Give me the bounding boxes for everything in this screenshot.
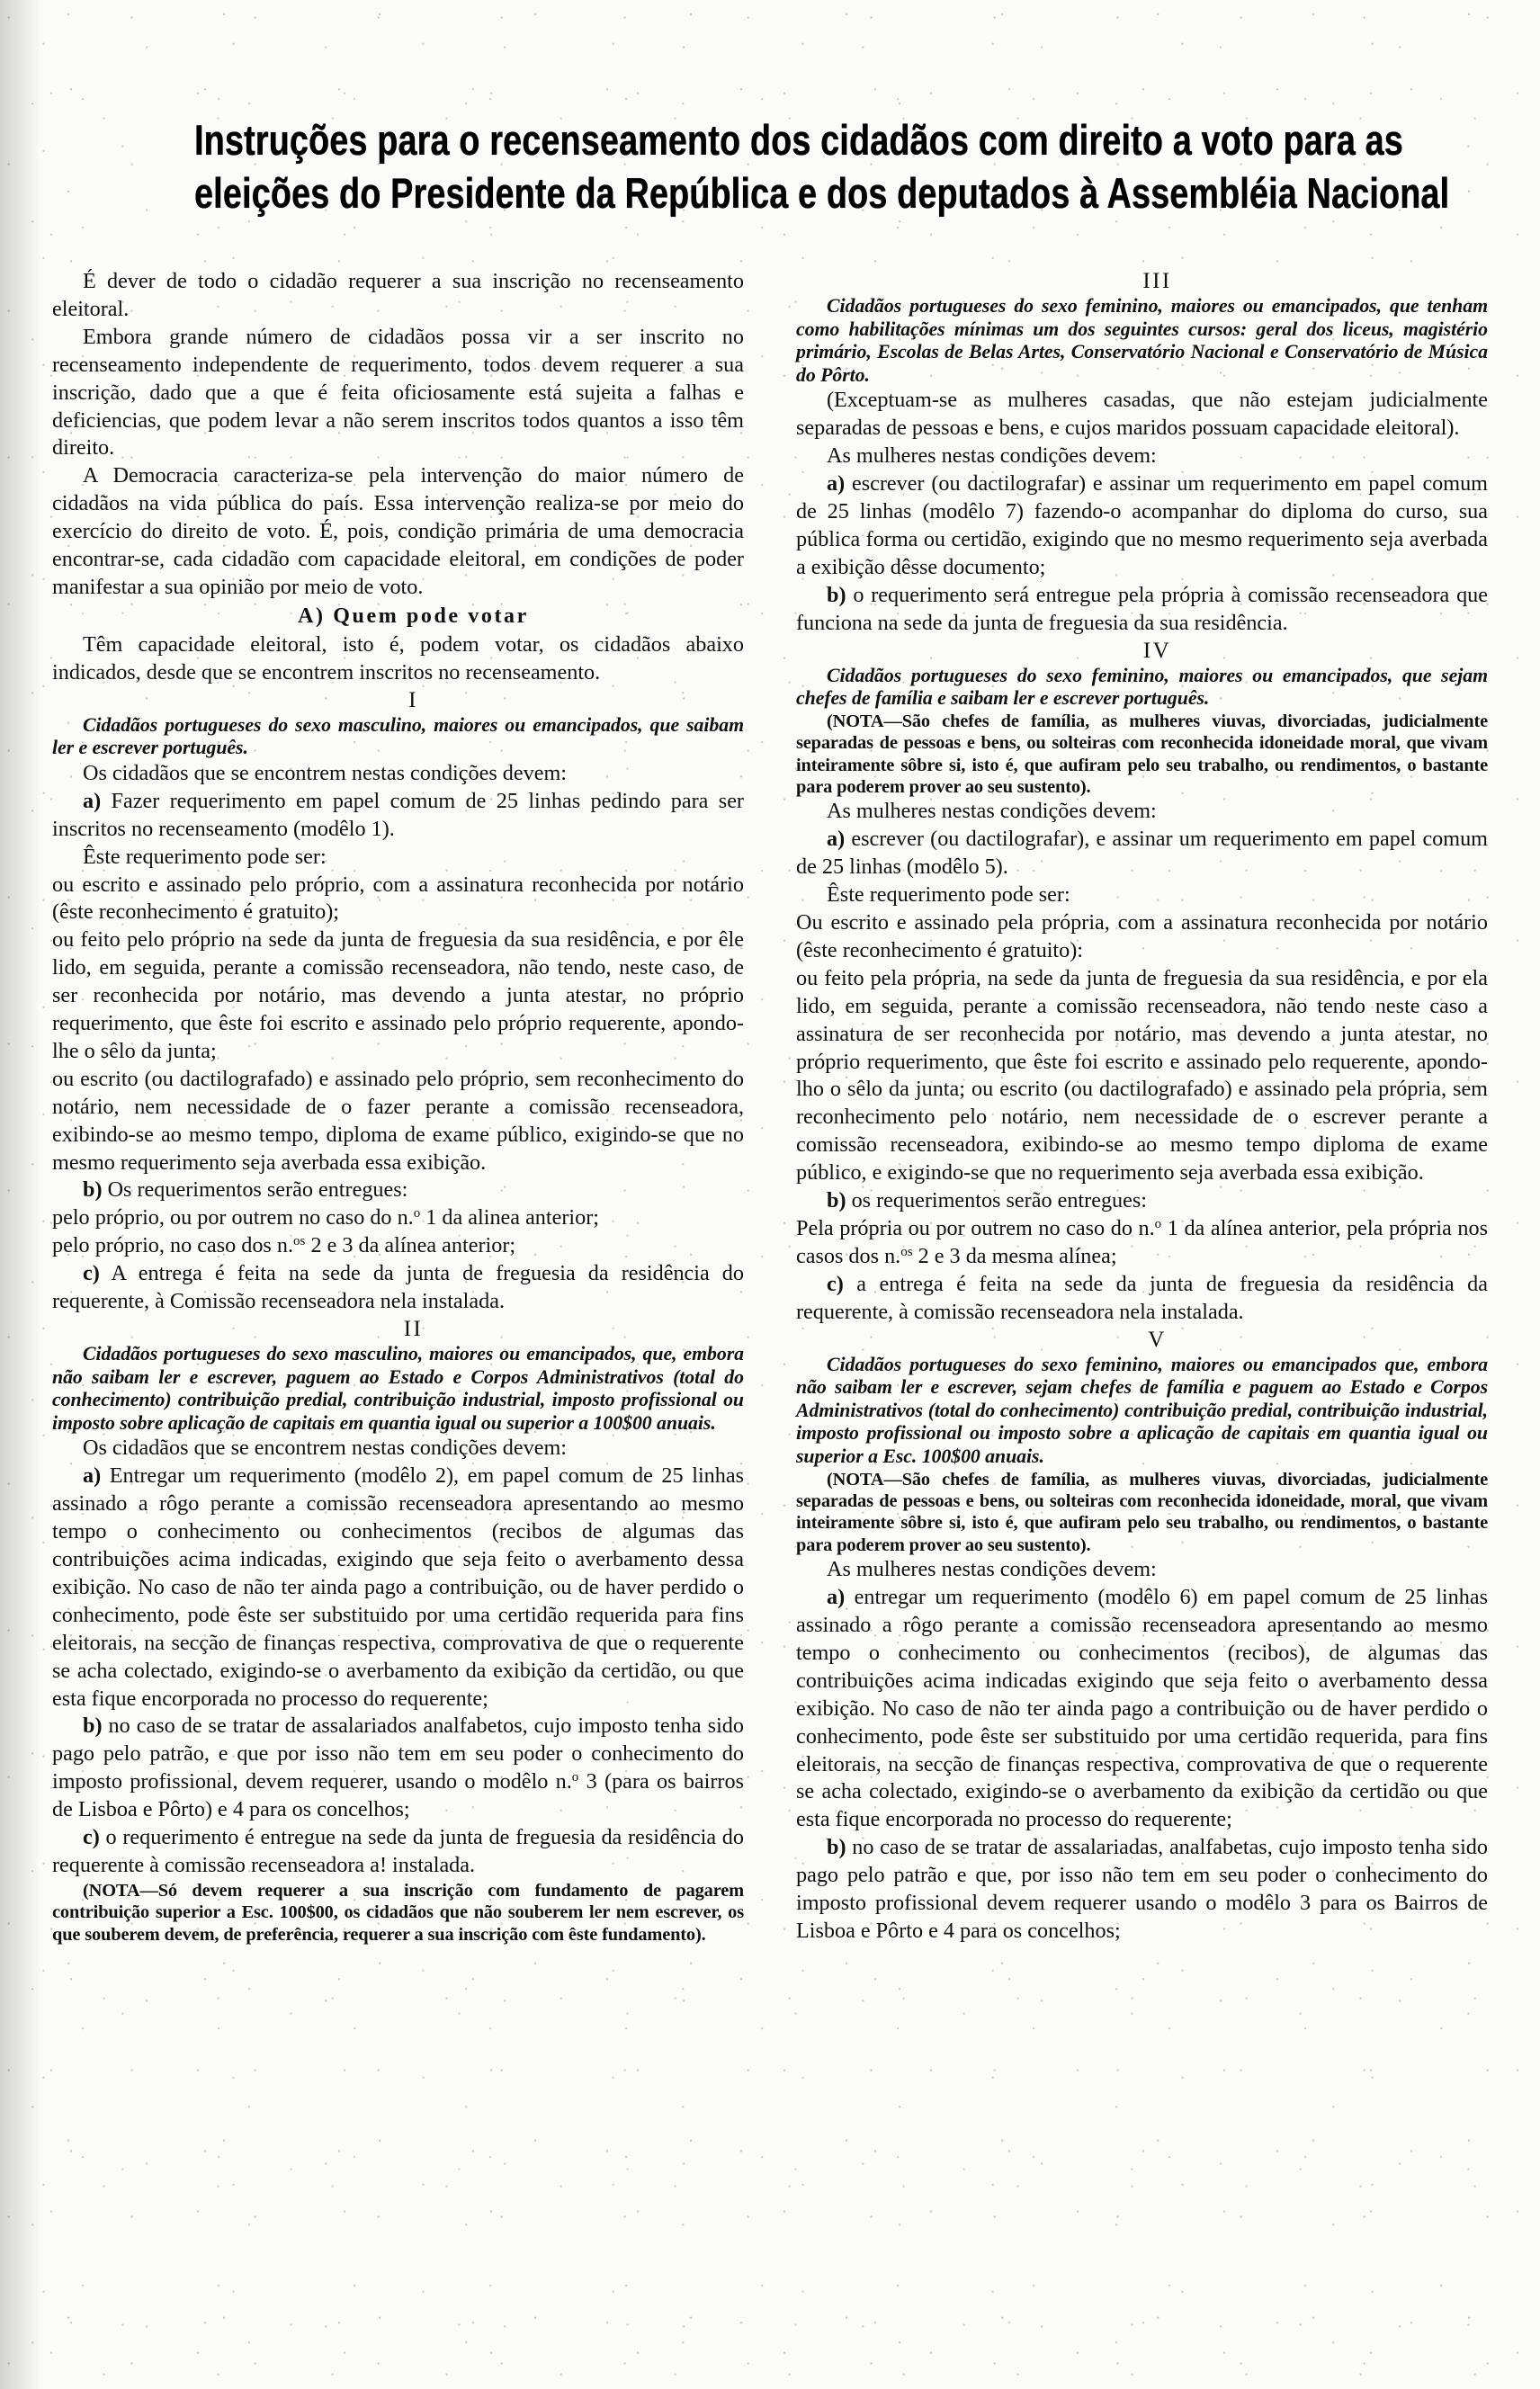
section-iv-option-1: Ou escrito e assinado pela própria, com a assinatura reconhecida por notário (êste reconhecimento é gratuito):: [796, 909, 1488, 962]
item-marker: a): [83, 1463, 102, 1489]
section-i-item-a: a) Fazer requerimento em papel comum de 25 linhas pedindo para ser inscritos no recenseamento (modêlo 1).: [52, 788, 744, 841]
item-marker: a): [827, 827, 846, 852]
item-marker: b): [83, 1713, 103, 1739]
section-i-item-b-sub-2: pelo próprio, no caso dos n.$^{os}$ 2 e 3 da alínea anterior;: [52, 1233, 516, 1258]
nota-marker: (NOTA—: [83, 1880, 158, 1901]
item-marker: c): [83, 1825, 100, 1850]
section-ii-lead-in: Os cidadãos que se encontrem nestas condições devem:: [83, 1436, 567, 1461]
section-iv-item-b: b) os requerimentos serão entregues:: [827, 1188, 1147, 1213]
item-marker: a): [83, 788, 102, 813]
section-iv-item-a: a) escrever (ou dactilografar), e assinar um requerimento em papel comum de 25 linhas (modêlo 5).: [796, 827, 1488, 880]
nota-marker: (NOTA—: [827, 1469, 902, 1490]
section-iv-option-2: ou feito pela própria, na sede da junta de freguesia da sua residência, e por ela lido, em seguida, perante a comissão recenseadora, não tendo neste caso a assinatura de ser reconhecida por notário, mas devendo a junta atestar, no próprio requerimento, que êste foi escrito e assinado pelo requerente, apondo-lho o sêlo da junta; ou escrito (ou dactilografado) e assinado pela própria, sem reconhecimento pelo notário, nem necessidade de o escrever perante a comissão recenseadora, exibindo-se ao mesmo tempo diploma de exame público, e exigindo-se que no requerimento seja averbada essa exibição.: [796, 965, 1488, 1186]
section-iv-request-lead: Êste requerimento pode ser:: [827, 882, 1070, 908]
section-i-option-2: ou feito pelo próprio na sede da junta de freguesia da sua residência, e por êle lido, em seguida, perante a comissão recenseadora, não tendo, neste caso, de ser reconhecida por notário, mas devendo a junta atestar, no próprio requerimento, que êste foi escrito e assinado pelo próprio requerente, apondo-lhe o sêlo da junta;: [52, 927, 744, 1063]
roman-numeral-i: I: [408, 687, 418, 712]
section-i-lead-in: Os cidadãos que se encontrem nestas condições devem:: [83, 760, 567, 785]
section-iv-italic-definition: Cidadãos portugueses do sexo feminino, maiores ou emancipados, que sejam chefes de família e saibam ler e escrever português.: [796, 664, 1488, 710]
section-ii-item-b: b) no caso de se tratar de assalariados analfabetos, cujo imposto tenha sido pago pelo patrão, e que por isso não tem em seu poder o conhecimento do imposto profissional, devem requerer, usando o modêlo n.$^o$ 3 (para os bairros de Lisboa e Pôrto) e 4 para os concelhos;: [52, 1713, 744, 1822]
right-column: [796, 268, 1488, 1946]
item-marker: b): [827, 582, 846, 607]
section-v-italic-definition: Cidadãos portugueses do sexo feminino, maiores ou emancipados que, embora não saibam ler e escrever, sejam chefes de família e paguem ao Estado e Corpos Administrativos (total do conhecimento) contribuição predial, contribuição industrial, imposto profissional ou imposto sobre a aplicação de capitais em quantia igual ou superior a Esc. 100$00 anuais.: [796, 1353, 1488, 1467]
nota-marker: (NOTA—: [827, 711, 902, 731]
section-iv-nota: (NOTA—São chefes de família, as mulheres viuvas, divorciadas, judicialmente separadas de pessoas e bens, ou solteiras com reconhecida idoneidade moral, que vivam inteiramente sôbre si, isto é, que aufiram pelo seu trabalho, ou rendimentos, o bastante para poderem prover ao seu sustento).: [796, 711, 1488, 797]
section-ii-nota: (NOTA—Só devem requerer a sua inscrição com fundamento de pagarem contribuição superior a Esc. 100$00, os cidadãos que não souberem ler nem escrever, os que souberem devem, de preferência, requerer a sua inscrição com êste fundamento).: [52, 1880, 744, 1945]
section-v-nota: (NOTA—São chefes de família, as mulheres viuvas, divorciadas, judicialmente separadas de pessoas e bens, ou solteiras com reconhecida idoneidade, moral, que vivam inteiramente sôbre si, isto é, que aufiram pelo seu trabalho, ou rendimentos, o bastante para poderem prover ao seu sustento).: [796, 1469, 1488, 1555]
section-v-item-b: b) no caso de se tratar de assalariadas, analfabetas, cujo imposto tenha sido pago pelo patrão e que, por isso não tem em seu poder o conhecimento do imposto profissional devem requerer usando o modêlo 3 para os Bairros de Lisboa e Pôrto e 4 para os concelhos;: [796, 1835, 1488, 1943]
item-marker: a): [827, 471, 846, 497]
page-title: [49, 113, 1498, 219]
section-iii-italic-definition: Cidadãos portugueses do sexo feminino, maiores ou emancipados, que tenham como habilitações mínimas um dos seguintes cursos: geral dos liceus, magistério primário, Escolas de Belas Artes, Conservatório Nacional e Conservatório de Música do Pôrto.: [796, 295, 1488, 386]
section-i-option-3: ou escrito (ou dactilografado) e assinado pelo próprio, sem reconhecimento do notário, nem necessidade de o fazer perante a comissão recenseadora, exibindo-se ao mesmo tempo, diploma de exame público, exigindo-se que no mesmo requerimento seja averbada essa exibição.: [52, 1066, 744, 1175]
intro-paragraph-3: A Democracia caracteriza-se pela intervenção do maior número de cidadãos na vida pública do país. Essa intervenção realiza-se por meio do exercício do direito de voto. É, pois, condição primária de uma democracia encontrar-se, cada cidadão com capacidade eleitoral, em condições de poder manifestar a sua opinião por meio de voto.: [52, 463, 744, 599]
item-marker: c): [827, 1271, 844, 1296]
section-iv-item-c: c) a entrega é feita na sede da junta de freguesia da residência da requerente, à comissão recenseadora nela instalada.: [796, 1271, 1488, 1324]
page-title-line-2: eleições do Presidente da República e dos deputados à Assembléia Nacional: [194, 169, 1450, 217]
section-ii-item-a: a) Entregar um requerimento (modêlo 2), em papel comum de 25 linhas assinado a rôgo perante a comissão recenseadora apresentando ao mesmo tempo o conhecimento ou conhecimentos (recibos de algumas das contribuições acima indicadas, exigindo que seja feito o averbamento dessa exibição. No caso de não ter ainda pago a contribuição, ou de haver perdido o conhecimento, pode êste ser substituido por uma certidão requerida para fins eleitorais, na secção de finanças respectiva, comprovativa de que o requerente se acha colectado, exigindo-se o averbamento da exibição da certidão, ou que esta fique encorporada no processo do requerente;: [52, 1463, 744, 1711]
section-a-paragraph: Têm capacidade eleitoral, isto é, podem votar, os cidadãos abaixo indicados, desde que se encontrem inscritos no recenseamento.: [52, 631, 744, 684]
roman-numeral-v: V: [1148, 1327, 1167, 1352]
item-marker: b): [827, 1188, 846, 1213]
intro-paragraph-1: É dever de todo o cidadão requerer a sua inscrição no recenseamento eleitoral.: [52, 269, 744, 321]
section-i-item-b-sub-1: pelo próprio, ou por outrem no caso do n.$^o$ 1 da alinea anterior;: [52, 1205, 599, 1230]
page-title-line-1: Instruções para o recenseamento dos cidadãos com direito a voto para as: [194, 116, 1403, 164]
roman-numeral-iv: IV: [1142, 638, 1172, 663]
section-a-heading: A) Quem pode votar: [298, 604, 529, 628]
section-i-request-lead: Êste requerimento pode ser:: [83, 844, 327, 869]
item-marker: c): [83, 1261, 100, 1286]
section-iii-item-a: a) escrever (ou dactilografar) e assinar um requerimento em papel comum de 25 linhas (modêlo 7) fazendo-o acompanhar do diploma do curso, sua pública forma ou certidão, exigindo que no mesmo requerimento seja averbada a exibição dêsse documento;: [796, 471, 1488, 579]
section-i-item-c: c) A entrega é feita na sede da junta de freguesia da residência do requerente, à Comissão recenseadora nela instalada.: [52, 1261, 744, 1314]
section-v-item-a: a) entregar um requerimento (modêlo 6) em papel comum de 25 linhas assinado a rôgo perante a comissão recenseadora apresentando ao mesmo tempo o conhecimento ou conhecimentos (recibos), de algumas das contribuições acima indicadas exigindo que seja feito o averbamento dessa exibição. No caso de não ter ainda pago a contribuição ou de haver perdido o conhecimento, pode êste ser substituido por uma certidão requerida, para fins eleitorais, na secção de finanças respectiva, comprovativa de que o requerente se acha colectado, exigindo-se o averbamento da exibição da certidão ou que esta fique encorporada no processo do requerente;: [796, 1585, 1488, 1832]
intro-paragraph-2: Embora grande número de cidadãos possa vir a ser inscrito no recenseamento independente de requerimento, todos devem requerer a sua inscrição, dado que a que é feita oficiosamente está sujeita a falhas e deficiencias, que podem levar a não serem inscritos todos quantos a isso têm direito.: [52, 324, 744, 461]
section-ii-item-c: c) o requerimento é entregue na sede da junta de freguesia da residência do requerente à comissão recenseadora a! instalada.: [52, 1825, 744, 1877]
section-iv-lead-in: As mulheres nestas condições devem:: [827, 799, 1157, 824]
section-iii-exception: (Exceptuam-se as mulheres casadas, que não estejam judicialmente separadas de pessoas e bens, e cujos maridos possuam capacidade eleitoral).: [796, 388, 1488, 441]
section-iv-item-b-sub-1: Pela própria ou por outrem no caso do n.$^o$ 1 da alínea anterior, pela própria nos casos dos n.$^{os}$ 2 e 3 da mesma alínea;: [796, 1215, 1488, 1268]
section-iii-item-b: b) o requerimento será entregue pela própria à comissão recenseadora que funciona na sede da junta de freguesia da sua residência.: [796, 582, 1488, 635]
section-v-lead-in: As mulheres nestas condições devem:: [827, 1557, 1157, 1582]
section-iii-lead-in: As mulheres nestas condições devem:: [827, 443, 1157, 469]
section-ii-italic-definition: Cidadãos portugueses do sexo masculino, maiores ou emancipados, que, embora não saibam ler e escrever, paguem ao Estado e Corpos Administrativos (total do conhecimento) contribuição predial, contribuição industrial, imposto profissional ou imposto sobre aplicação de capitais em quantia igual ou superior a 100$00 anuais.: [52, 1343, 744, 1434]
item-marker: a): [827, 1585, 846, 1610]
section-i-item-b: b) Os requerimentos serão entregues:: [83, 1177, 408, 1203]
roman-numeral-ii: II: [403, 1317, 424, 1341]
section-i-option-1: ou escrito e assinado pelo próprio, com a assinatura reconhecida por notário (êste reconhecimento é gratuito);: [52, 872, 744, 925]
left-column: [52, 268, 744, 1946]
section-i-italic-definition: Cidadãos portugueses do sexo masculino, maiores ou emancipados, que saibam ler e escrever português.: [52, 713, 744, 759]
roman-numeral-iii: III: [1142, 269, 1172, 293]
item-marker: b): [827, 1835, 846, 1860]
item-marker: b): [83, 1177, 103, 1203]
